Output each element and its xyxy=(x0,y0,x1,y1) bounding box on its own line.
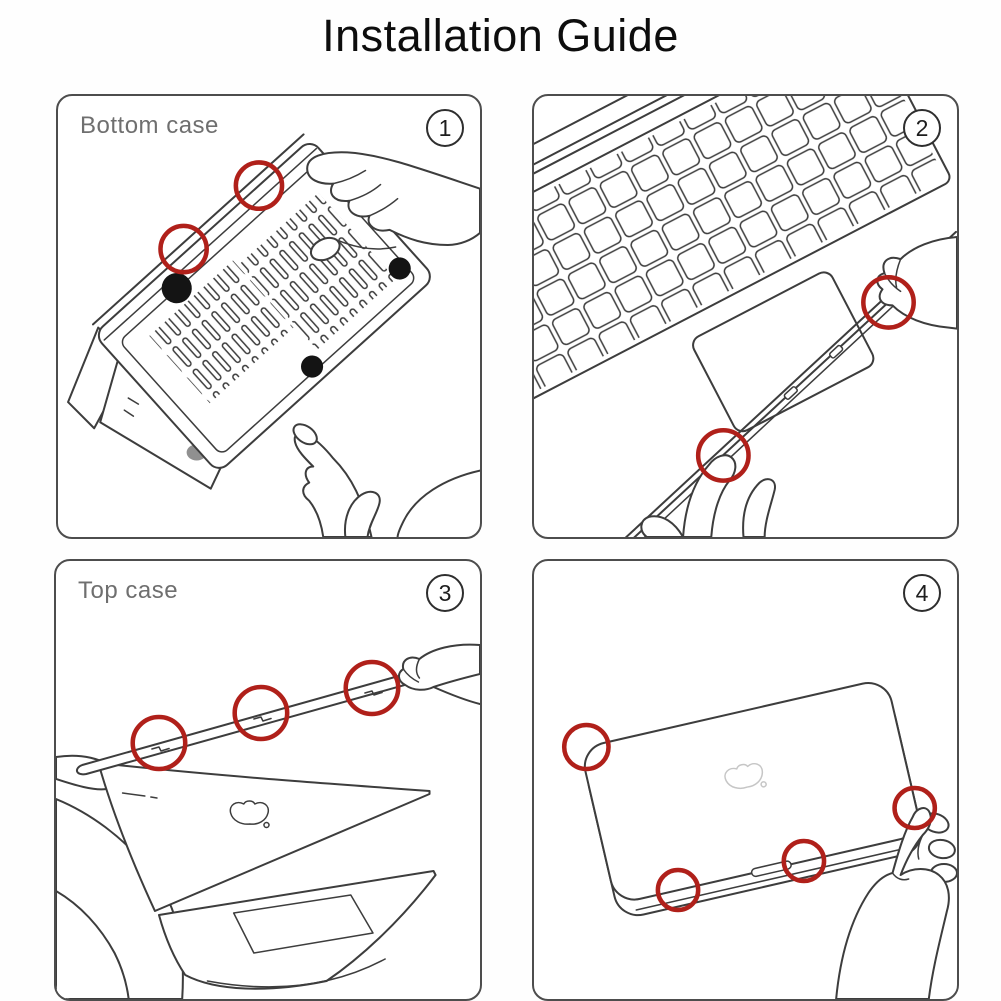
step-panel-2 xyxy=(532,94,959,539)
hand-bottom xyxy=(641,455,775,537)
step-panel-1 xyxy=(56,94,482,539)
closed-laptop xyxy=(580,678,926,920)
laptop-top-case xyxy=(580,678,922,904)
step-badge: 4 xyxy=(903,574,941,612)
top-case-illustration xyxy=(56,561,480,999)
closed-laptop-drawing xyxy=(534,561,957,999)
finger xyxy=(927,838,956,860)
keyboard-side-illustration xyxy=(534,96,957,537)
hand-bottom xyxy=(290,420,480,537)
hand-right xyxy=(877,237,957,329)
keyboard-drawing xyxy=(534,96,957,537)
step-panel-3 xyxy=(54,559,482,1001)
step-badge: 1 xyxy=(426,109,464,147)
step-panel-4 xyxy=(532,559,959,1001)
top-case-drawing xyxy=(56,561,480,999)
panel-label: Top case xyxy=(78,577,179,604)
step-badge: 2 xyxy=(903,109,941,147)
step-badge: 3 xyxy=(426,574,464,612)
top-case-shell xyxy=(77,672,420,774)
bottom-case-drawing xyxy=(58,96,480,537)
closed-laptop-illustration xyxy=(534,561,957,999)
hand-right xyxy=(399,645,480,704)
panel-label: Bottom case xyxy=(80,112,219,139)
page-title: Installation Guide xyxy=(322,10,679,61)
bottom-case-illustration xyxy=(58,96,480,537)
